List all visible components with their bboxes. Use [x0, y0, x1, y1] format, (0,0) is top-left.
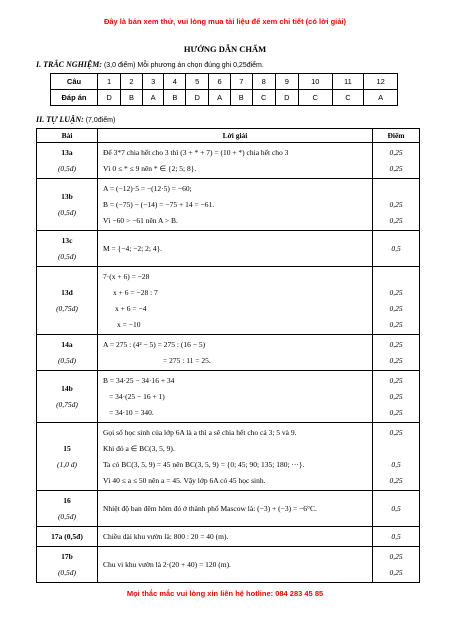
- score-cell: [373, 423, 420, 491]
- section-note: (3,0 điểm) Mỗi phương án chọn đúng ghi 0,25điểm.: [102, 62, 264, 69]
- solution-line: Nhiệt độ ban đêm hôm đó ở thành phố Mascow là: (−3) + (−3) = −6°C.: [103, 503, 317, 513]
- solution-line: Vì 40 ≤ a ≤ 50 nên a = 45. Vậy lớp 6A có 45 học sinh.: [103, 475, 266, 485]
- solution-line: B = 34·25 − 34·16 + 34: [103, 375, 175, 385]
- solution-line: Khi đó a ∈ BC(3, 5, 9).: [103, 443, 175, 453]
- score-value: 0,25: [389, 391, 403, 401]
- score-value: 0,25: [389, 551, 403, 561]
- answer-cell: D: [275, 90, 298, 106]
- solution-line: B = (−75) − (−14) = −75 + 14 = −61.: [103, 199, 215, 209]
- score-cell: [373, 371, 420, 423]
- problem-number: 14b: [61, 384, 73, 393]
- solution-line: A = 275 : (4² − 5) = 275 : (16 − 5): [103, 339, 206, 349]
- score-cell: [373, 231, 420, 267]
- problem-cell: [37, 423, 98, 491]
- solution-cell: [98, 491, 373, 527]
- score-cell: [373, 335, 420, 371]
- question-number: 3: [142, 74, 164, 90]
- solution-line: = 275 : 11 = 25.: [163, 355, 211, 365]
- answer-key-table: [50, 73, 398, 106]
- score-value: 0,25: [389, 287, 403, 297]
- section-label: II. TỰ LUẬN:: [36, 115, 84, 124]
- answer-cell: A: [209, 90, 231, 106]
- section-note: (7,0điểm): [83, 117, 116, 124]
- score-value: 0,25: [389, 339, 403, 349]
- hotline-banner: Mọi thắc mắc vui lòng xin liên hệ hotline: 084 283 45 85: [126, 589, 324, 598]
- solution-row: [37, 547, 420, 583]
- score-value: 0,25: [389, 427, 403, 437]
- solution-cell: [98, 527, 373, 547]
- solution-line: Chiều dài khu vườn là: 800 : 20 = 40 (m).: [103, 531, 229, 541]
- section-multiple-choice-heading: [36, 60, 264, 69]
- problem-cell: [37, 371, 98, 423]
- solution-row: [37, 143, 420, 179]
- solution-line: x = −10: [117, 319, 141, 329]
- question-number: 1: [98, 74, 121, 90]
- answer-cell: A: [142, 90, 164, 106]
- problem-points: (0,5đ): [57, 252, 77, 261]
- solution-row: [37, 267, 420, 335]
- answer-cell: A: [364, 90, 398, 106]
- score-value: 0,5: [391, 531, 401, 541]
- question-number: 4: [164, 74, 186, 90]
- solution-line: x + 6 = −28 : 7: [113, 287, 158, 297]
- problem-points: (0,5đ): [57, 164, 77, 173]
- problem-number: 13c: [61, 236, 73, 245]
- score-value: 0,5: [391, 459, 401, 469]
- problem-cell: [37, 527, 98, 547]
- score-cell: [373, 547, 420, 583]
- solution-cell: [98, 143, 373, 179]
- solution-line: A = (−12)·5 = −(12·5) = −60;: [103, 183, 192, 193]
- score-value: 0,25: [389, 567, 403, 577]
- problem-cell: [37, 143, 98, 179]
- answer-cell: B: [121, 90, 143, 106]
- score-value: 0,25: [389, 147, 403, 157]
- score-value: 0,25: [389, 407, 403, 417]
- score-value: 0,25: [389, 199, 403, 209]
- problem-points: (0,75đ): [56, 304, 78, 313]
- solution-line: x + 6 = −4: [115, 303, 147, 313]
- score-value: [373, 181, 419, 197]
- section-essay-heading: [36, 115, 115, 124]
- score-cell: [373, 491, 420, 527]
- score-value: 0,25: [389, 319, 403, 329]
- solution-row: [37, 179, 420, 231]
- solution-line: = 34·10 = 340.: [109, 407, 154, 417]
- answer-header: Đáp án: [51, 90, 98, 106]
- answer-cell: B: [164, 90, 186, 106]
- question-number: 5: [186, 74, 209, 90]
- score-value: 0,25: [389, 163, 403, 173]
- solution-line: Gọi số học sinh của lớp 6A là a thì a sẽ chia hết cho cả 3; 5 và 9.: [103, 427, 297, 437]
- answer-cell: C: [252, 90, 275, 106]
- solution-line: 7·(x + 6) = −28: [103, 271, 150, 281]
- score-value: 0,25: [389, 355, 403, 365]
- problem-points: (0,75đ): [56, 400, 78, 409]
- solution-line: Ta có BC(3, 5, 9) = 45 nên BC(3, 5, 9) = {0; 45; 90; 135; 180; ···}.: [103, 459, 305, 469]
- answer-cell: D: [98, 90, 121, 106]
- problem-points: (0,5đ): [57, 568, 77, 577]
- score-cell: [373, 527, 420, 547]
- solution-line: Để 3*7 chia hết cho 3 thì (3 + * + 7) = (10 + *) chia hết cho 3: [103, 147, 289, 157]
- header-bai: Bài: [37, 129, 98, 143]
- header-diem: Điểm: [373, 129, 420, 143]
- answer-cell: D: [186, 90, 209, 106]
- problem-number: 14a: [61, 340, 73, 349]
- score-value: [373, 269, 419, 285]
- solution-line: Chu vi khu vườn là 2·(20 + 40) = 120 (m).: [103, 559, 231, 569]
- score-value: 0,25: [389, 475, 403, 485]
- solution-cell: [98, 231, 373, 267]
- problem-cell: [37, 335, 98, 371]
- solution-row: [37, 491, 420, 527]
- question-number: 10: [298, 74, 332, 90]
- question-number: 9: [275, 74, 298, 90]
- question-number: 2: [121, 74, 143, 90]
- problem-number: 13d: [61, 288, 73, 297]
- score-value: [373, 441, 419, 457]
- score-value: 0,25: [389, 215, 403, 225]
- solution-cell: [98, 267, 373, 335]
- solution-row: [37, 231, 420, 267]
- score-value: 0,5: [391, 503, 401, 513]
- problem-number: 15: [63, 444, 71, 453]
- solution-cell: [98, 179, 373, 231]
- solution-cell: [98, 547, 373, 583]
- question-number: 8: [252, 74, 275, 90]
- problem-cell: [37, 231, 98, 267]
- preview-banner: Đây là bản xem thử, vui lòng mua tài liệu để xem chi tiết (có lời giải): [103, 17, 347, 26]
- solution-line: Vì 0 ≤ * ≤ 9 nên * ∈ {2; 5; 8}.: [103, 163, 197, 173]
- problem-points: (1,0 đ): [57, 460, 77, 469]
- question-number: 11: [332, 74, 364, 90]
- question-number: 7: [230, 74, 252, 90]
- answer-cell: B: [230, 90, 252, 106]
- solution-row: [37, 371, 420, 423]
- problem-cell: [37, 179, 98, 231]
- problem-number: 13a: [61, 148, 73, 157]
- score-value: 0,25: [389, 375, 403, 385]
- solution-row: [37, 423, 420, 491]
- answer-cell: C: [332, 90, 364, 106]
- problem-points: (0,5đ): [57, 356, 77, 365]
- problem-number: 16: [63, 496, 71, 505]
- section-label: I. TRẮC NGHIỆM:: [36, 60, 103, 69]
- solution-line: Vì −60 > −61 nên A > B.: [103, 215, 178, 225]
- question-header: Câu: [51, 74, 98, 90]
- score-cell: [373, 179, 420, 231]
- solution-row: [37, 527, 420, 547]
- page-title: HƯỚNG DẪN CHẤM: [183, 44, 267, 54]
- solution-table: [36, 128, 420, 583]
- question-number: 12: [364, 74, 398, 90]
- problem-number: 17b: [61, 552, 73, 561]
- problem-cell: [37, 267, 98, 335]
- problem-points: (0,5đ): [57, 208, 77, 217]
- problem-cell: [37, 491, 98, 527]
- solution-cell: [98, 423, 373, 491]
- problem-number: 17a (0,5đ): [51, 532, 83, 541]
- score-cell: [373, 143, 420, 179]
- solution-cell: [98, 371, 373, 423]
- score-cell: [373, 267, 420, 335]
- solution-row: [37, 335, 420, 371]
- header-loigiai: Lời giải: [98, 129, 373, 143]
- problem-points: (0,5đ): [57, 512, 77, 521]
- problem-number: 13b: [61, 192, 73, 201]
- score-value: 0,25: [389, 303, 403, 313]
- solution-line: M = {−4; −2; 2; 4}.: [103, 243, 163, 253]
- question-number: 6: [209, 74, 231, 90]
- solution-cell: [98, 335, 373, 371]
- solution-line: = 34·(25 − 16 + 1): [109, 391, 165, 401]
- problem-cell: [37, 547, 98, 583]
- score-value: 0,5: [391, 243, 401, 253]
- answer-cell: C: [298, 90, 332, 106]
